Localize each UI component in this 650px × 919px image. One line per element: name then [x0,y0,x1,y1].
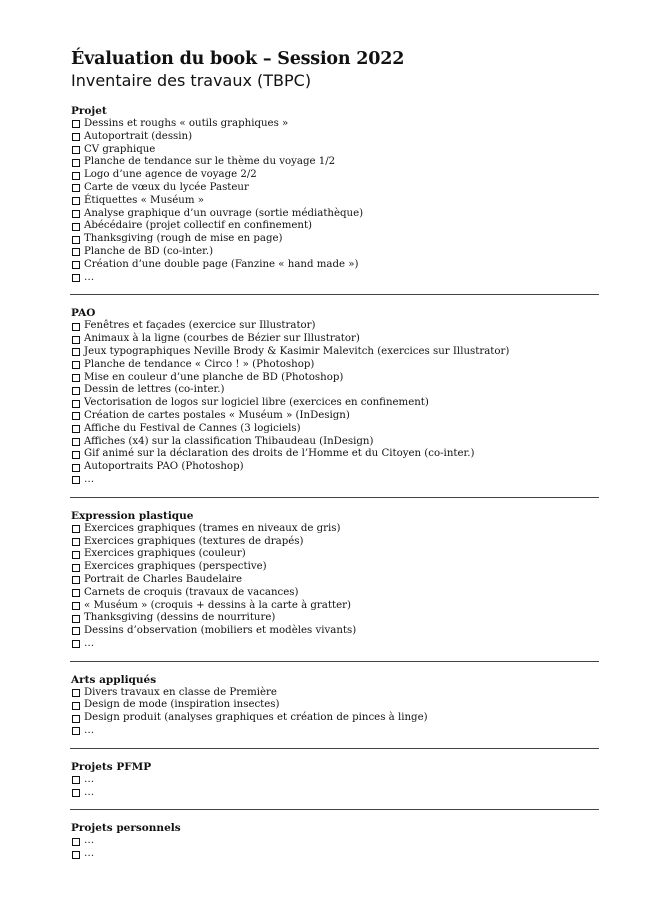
document-title: Évaluation du book – Session 2022 [71,49,405,69]
checkbox-icon [72,525,80,533]
section-pao [71,307,599,486]
checklist-item [71,523,599,536]
section-heading: Projets personnels [71,822,181,835]
checklist-item [71,587,599,600]
checklist-item [71,612,599,625]
checklist-item-label: Thanksgiving (rough de mise en page) [84,233,283,245]
checklist-item [71,461,599,474]
checklist-item-label: Planche de tendance « Circo ! » (Photoshop) [84,358,315,370]
checklist-item [71,687,599,700]
checklist-item [71,536,599,549]
checklist-item-label: … [84,835,95,847]
checkbox-icon [72,184,80,192]
checkbox-icon [72,323,80,331]
checklist-item [71,725,599,738]
checkbox-icon [72,159,80,167]
checklist-item-label: Design de mode (inspiration insectes) [84,699,280,711]
checkbox-icon [72,146,80,154]
checklist-item-label: Autoportraits PAO (Photoshop) [84,461,244,473]
section-heading: Projets PFMP [71,760,152,773]
checklist-item [71,561,599,574]
checklist-item [71,259,599,272]
checklist-item [71,233,599,246]
sections-container [71,105,599,861]
checkbox-icon [72,838,80,846]
checklist-item [71,448,599,461]
checklist-item-label: CV graphique [84,143,156,155]
checkbox-icon [72,615,80,623]
checkbox-icon [72,236,80,244]
checklist-item [71,384,599,397]
checklist-item-label: Exercices graphiques (couleur) [84,548,246,560]
checklist-item-label: Carnets de croquis (travaux de vacances) [84,586,299,598]
checklist-item [71,638,599,651]
checklist-item [71,835,599,848]
checklist-item [71,156,599,169]
document-subtitle: Inventaire des travaux (TBPC) [71,71,312,90]
checklist-item [71,320,599,333]
checkbox-icon [72,851,80,859]
checklist-item-label: Dessins et roughs « outils graphiques » [84,118,289,129]
checklist-item-label: Création d’une double page (Fanzine « hand made ») [84,258,359,270]
checkbox-icon [72,789,80,797]
section-divider [70,497,599,498]
checklist-item-label: Autoportrait (dessin) [84,130,193,142]
checklist-item [71,182,599,195]
checklist-item-label: Fenêtres et façades (exercice sur Illustrator) [84,320,316,332]
checklist-item-label: Animaux à la ligne (courbes de Bézier sur Illustrator) [84,333,360,345]
checkbox-icon [72,689,80,697]
checklist-item [71,246,599,259]
checklist-item-label: Thanksgiving (dessins de nourriture) [84,612,276,624]
checkbox-icon [72,248,80,256]
checklist-item [71,548,599,561]
checklist-item [71,787,599,800]
checklist-item-label: Exercices graphiques (trames en niveaux de gris) [84,522,341,534]
section-heading: Arts appliqués [71,673,157,686]
checklist-item-label: … [84,848,95,860]
checklist-item-label: Dessins d’observation (mobiliers et modèles vivants) [84,625,357,637]
checklist-item-label: … [84,271,95,283]
checklist-item [71,774,599,787]
checklist-item [71,272,599,285]
checklist-item-label: Design produit (analyses graphiques et création de pinces à linge) [84,712,428,724]
checklist-item [71,600,599,613]
checkbox-icon [72,715,80,723]
checklist-item [71,372,599,385]
checklist-item-label: … [84,786,95,798]
checklist-item-label: Carte de vœux du lycée Pasteur [84,181,249,193]
checkbox-icon [72,261,80,269]
section-expression-plastique [71,510,599,651]
section-divider [70,294,599,295]
checklist-item [71,712,599,725]
section-projets-pfmp [71,761,599,800]
checkbox-icon [72,564,80,572]
checkbox-icon [72,374,80,382]
checkbox-icon [72,172,80,180]
checklist-item-label: Affiche du Festival de Cannes (3 logiciels) [84,422,301,434]
checkbox-icon [72,640,80,648]
section-divider [70,661,599,662]
checklist-item-label: Gif animé sur la déclaration des droits de l’Homme et du Citoyen (co-inter.) [84,448,475,460]
checklist-item-label: … [84,773,95,785]
checklist-item-label: … [84,473,95,485]
checklist-item-label: Vectorisation de logos sur logiciel libre (exercices en confinement) [84,397,429,409]
checkbox-icon [72,400,80,408]
checklist-item [71,169,599,182]
checkbox-icon [72,361,80,369]
checkbox-icon [72,702,80,710]
checklist-item-label: Création de cartes postales « Muséum » (InDesign) [84,409,350,421]
checklist-item-label: Divers travaux en classe de Première [84,686,277,698]
checklist-item-label: Étiquettes « Muséum » [84,194,204,206]
checkbox-icon [72,336,80,344]
checklist-item [71,410,599,423]
checkbox-icon [72,776,80,784]
checklist-item-label: Planche de BD (co-inter.) [84,245,214,257]
checkbox-icon [72,274,80,282]
checklist-item-label: Jeux typographiques Neville Brody & Kasimir Malevitch (exercices sur Illustrator) [84,345,510,357]
checkbox-icon [72,464,80,472]
checklist-item [71,131,599,144]
section-divider [70,809,599,810]
checklist-item-label: Planche de tendance sur le thème du voyage 1/2 [84,156,336,168]
checkbox-icon [72,451,80,459]
checklist-item-label: Abécédaire (projet collectif en confinement) [84,220,313,232]
checklist-item-label: Dessin de lettres (co-inter.) [84,384,225,396]
checkbox-icon [72,223,80,231]
checklist-item [71,423,599,436]
checklist-item-label: Exercices graphiques (textures de drapés) [84,535,304,547]
checklist-item [71,195,599,208]
section-projet [71,105,599,284]
checklist-item [71,574,599,587]
checklist-item [71,220,599,233]
checklist-item-label: Exercices graphiques (perspective) [84,561,267,573]
checkbox-icon [72,476,80,484]
checklist-item [71,359,599,372]
checklist-item-label: Portrait de Charles Baudelaire [84,573,243,585]
checklist-item-label: … [84,637,95,649]
checklist-item-label: Logo d’une agence de voyage 2/2 [84,169,257,181]
checkbox-icon [72,348,80,356]
checklist-item [71,333,599,346]
checklist-item [71,848,599,861]
checklist-item-label: « Muséum » (croquis + dessins à la carte à gratter) [84,599,351,611]
checkbox-icon [72,210,80,218]
checklist-item [71,208,599,221]
checklist-item [71,699,599,712]
checklist-item-label: … [84,725,95,737]
checklist-item-label: Mise en couleur d’une planche de BD (Photoshop) [84,371,344,383]
checkbox-icon [72,438,80,446]
checkbox-icon [72,602,80,610]
checkbox-icon [72,120,80,128]
checkbox-icon [72,133,80,141]
checklist-item [71,436,599,449]
checkbox-icon [72,197,80,205]
section-heading: Projet [71,105,107,117]
section-arts-appliqués [71,674,599,738]
checkbox-icon [72,551,80,559]
checkbox-icon [72,576,80,584]
checkbox-icon [72,412,80,420]
checkbox-icon [72,727,80,735]
checkbox-icon [72,589,80,597]
section-projets-personnels [71,822,599,861]
checklist-item-label: Analyse graphique d’un ouvrage (sortie médiathèque) [84,207,364,219]
checklist-item [71,397,599,410]
section-divider [70,748,599,749]
checkbox-icon [72,387,80,395]
checkbox-icon [72,538,80,546]
checkbox-icon [72,425,80,433]
checklist-item-label: Affiches (x4) sur la classification Thibaudeau (InDesign) [84,435,374,447]
checklist-item [71,346,599,359]
checkbox-icon [72,627,80,635]
checklist-item [71,474,599,487]
checklist-item [71,144,599,157]
checklist-item [71,118,599,131]
section-heading: PAO [71,307,96,320]
section-heading: Expression plastique [71,509,194,522]
checklist-item [71,625,599,638]
document-page [71,48,599,861]
